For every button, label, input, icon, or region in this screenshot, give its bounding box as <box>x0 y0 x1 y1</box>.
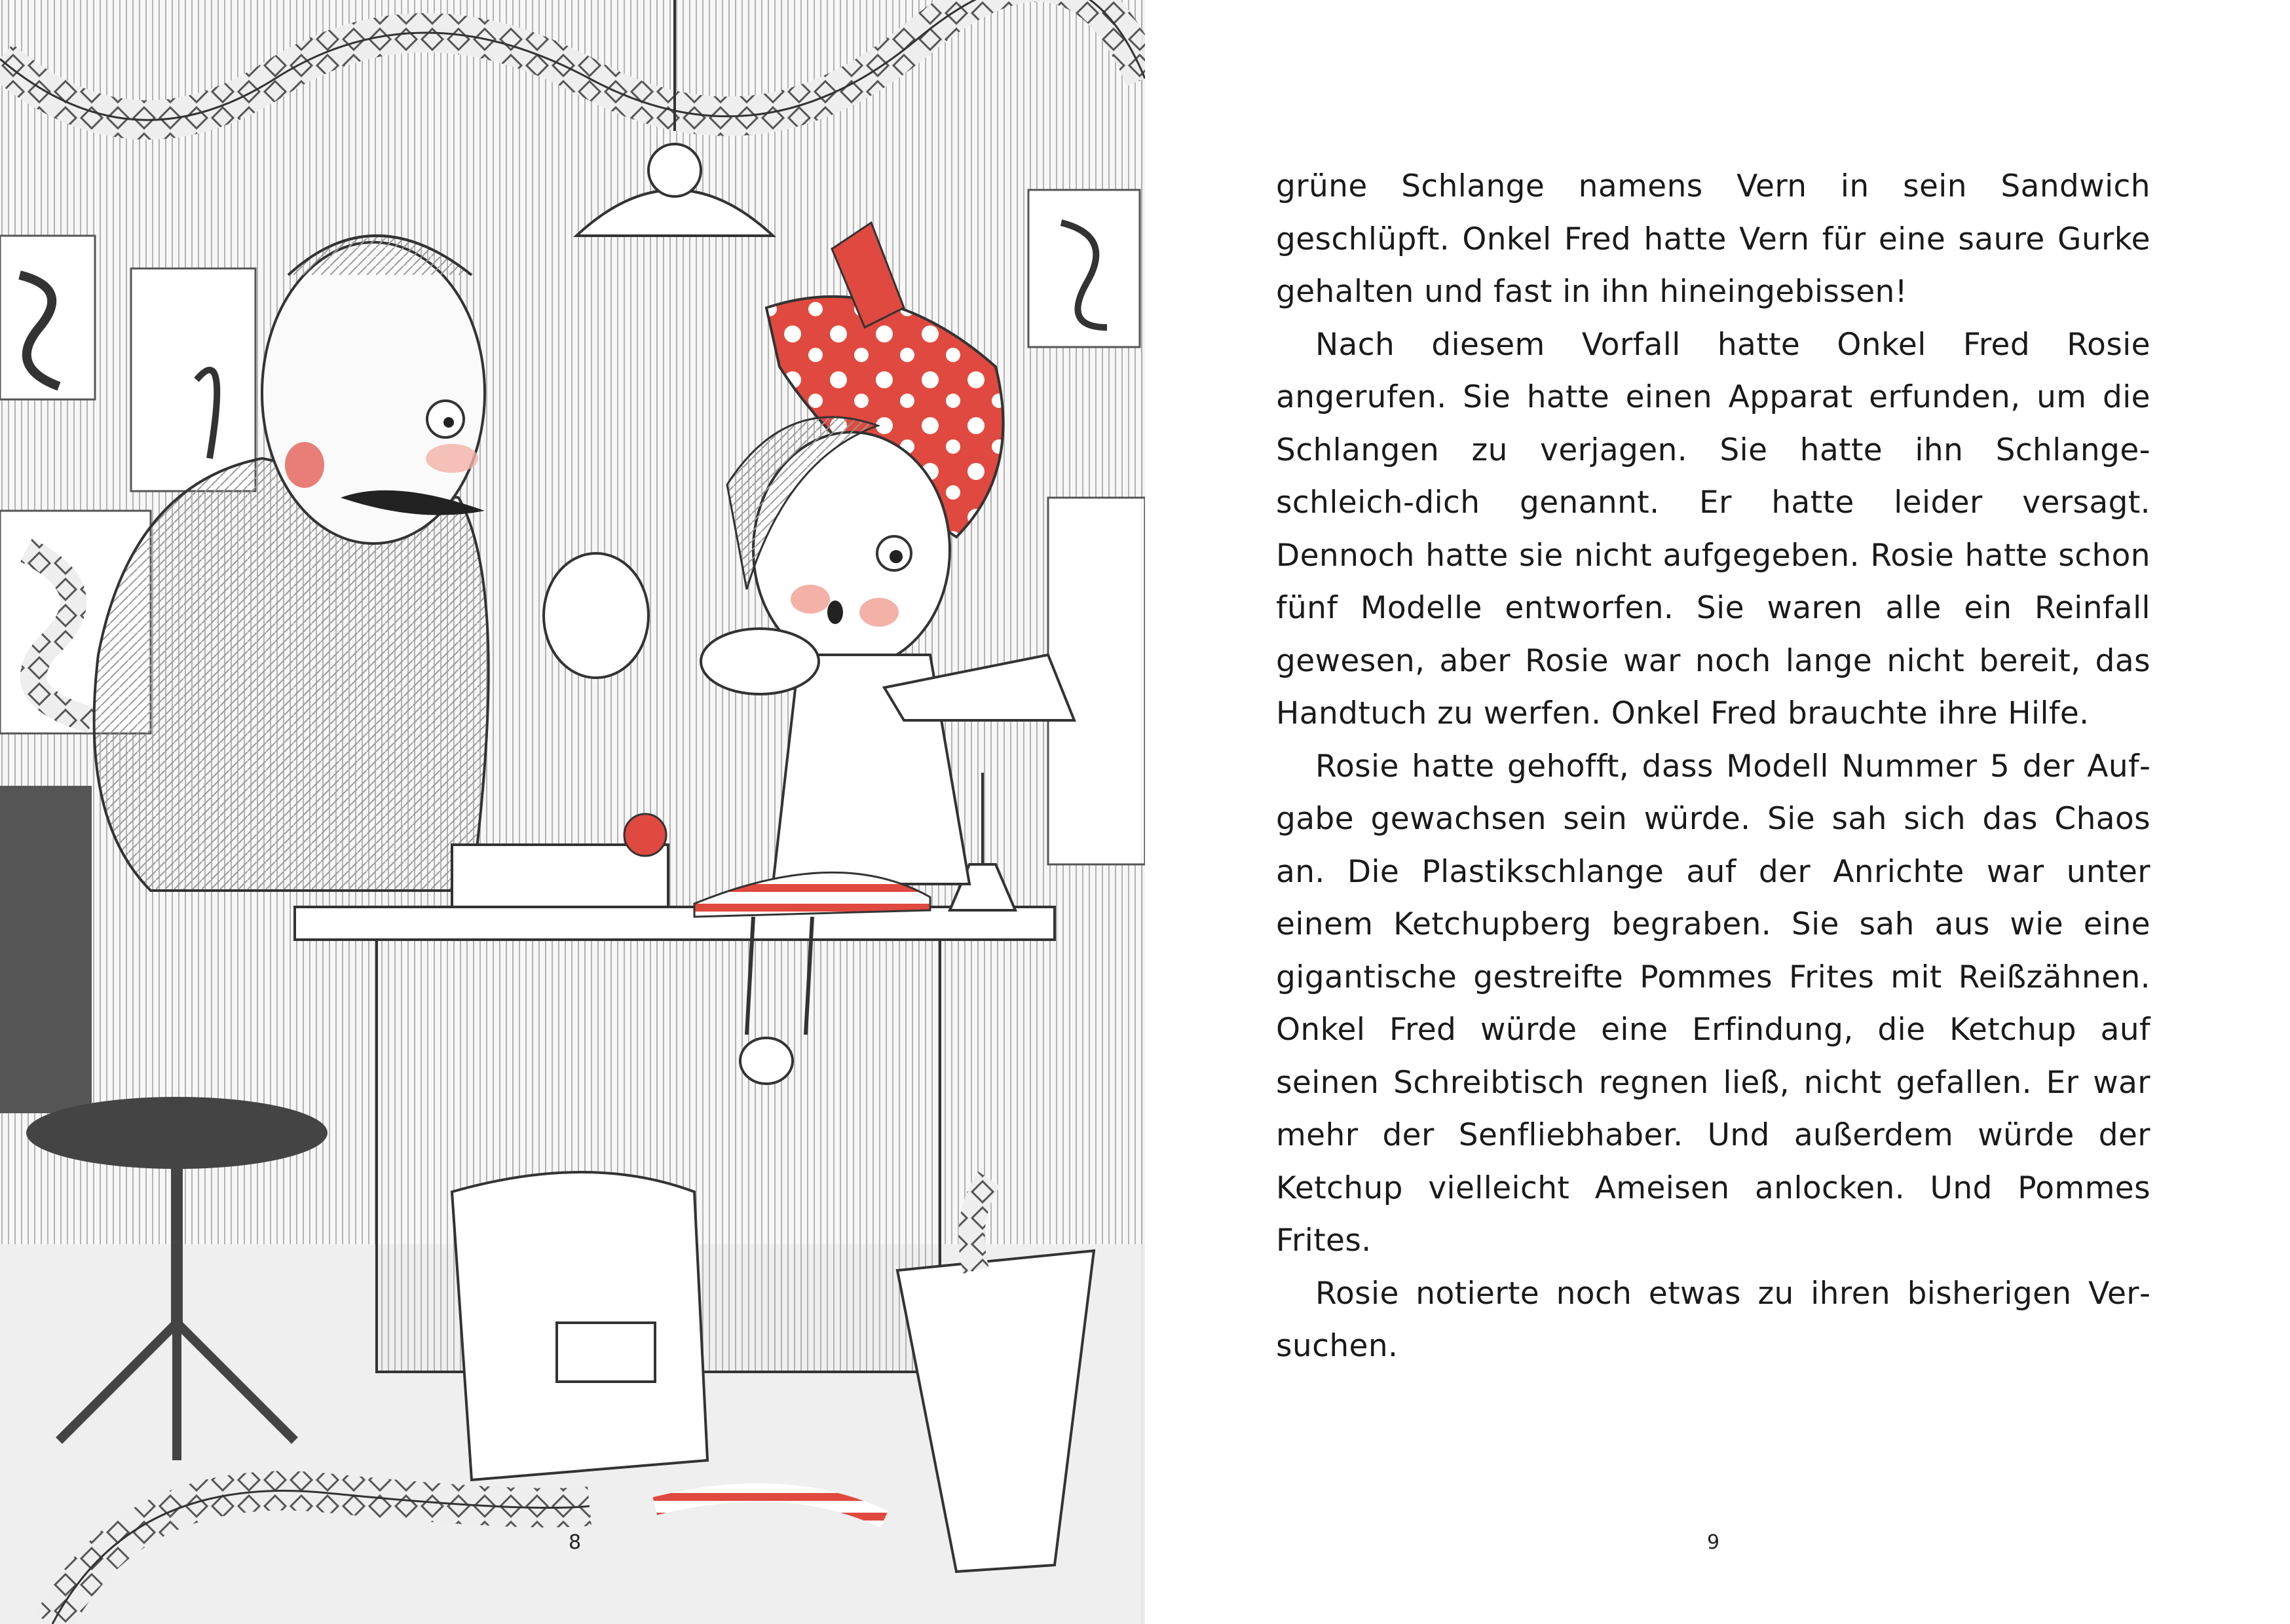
paragraph-3: Rosie hatte gehofft, dass Modell Nummer 5 der Aufgabe gewachsen sein würde. Sie sah sich das Chaos an. Die Plastikschlange auf der Anrichte war unter einem Ketchupberg begraben. Sie sah aus wie eine gigantische gestreifte Pommes Frites mit Reißzähnen. Onkel Fred würde eine Erfindung, die Ketchup auf seinen Schreibtisch regnen ließ, nicht gefallen. Er war mehr der Senfliebhaber. Und außerdem würde der Ketchup vielleicht Ameisen anlocken. Und Pommes Frites. <box>1276 748 2150 1259</box>
paragraph-2: Nach diesem Vorfall hatte Onkel Fred Rosie angerufen. Sie hatte einen Apparat erfunden, um die Schlangen zu verjagen. Sie hatte ihn Schlange-schleich-dich genannt. Er hatte leider versagt. Dennoch hatte sie nicht aufgegeben. Rosie hatte schon fünf Modelle entworfen. Sie waren alle ein Reinfall gewesen, aber Rosie war noch lange nicht bereit, das Handtuch zu werfen. Onkel Fred brauchte ihre Hilfe. <box>1276 326 2150 731</box>
snake-poster-middle <box>131 268 255 491</box>
page-number-left: 8 <box>569 1531 582 1554</box>
satchel <box>452 1172 707 1480</box>
body-text <box>1276 160 2150 1373</box>
right-page <box>1145 0 2290 1624</box>
page-number-right: 9 <box>1707 1531 1720 1554</box>
paragraph-4: Rosie notierte noch etwas zu ihren bisherigen Versuchen. <box>1276 1275 2150 1364</box>
snake-poster-left <box>0 236 95 399</box>
snake-poster-right-top <box>1028 190 1140 347</box>
paragraph-1: grüne Schlange namens Vern in sein Sandwich geschlüpft. Onkel Fred hatte Vern für eine saure Gurke gehalten und fast in ihn hineingebissen! <box>1276 168 2150 310</box>
snake-poster-right-bottom <box>1048 498 1145 864</box>
